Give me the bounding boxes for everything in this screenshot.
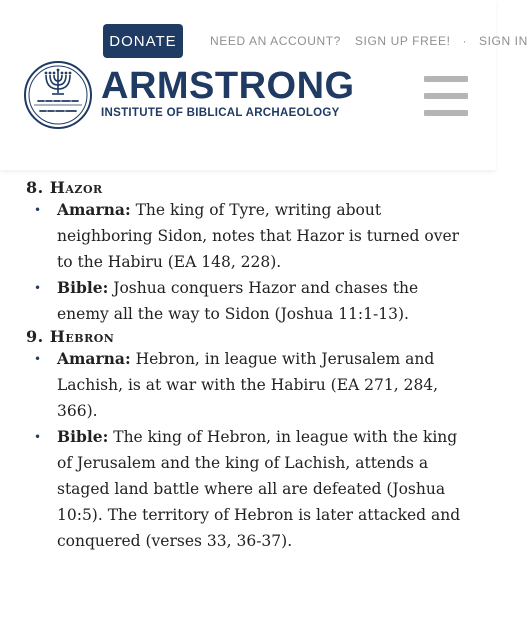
bullet-icon: • [34, 352, 42, 366]
item-label: Amarna: [57, 200, 131, 219]
section-list-hazor [26, 197, 472, 327]
list-item [26, 346, 472, 424]
separator-dot: · [462, 34, 468, 48]
menu-bar [424, 76, 468, 82]
need-account-text: NEED AN ACCOUNT? [210, 34, 341, 48]
item-label: Bible: [57, 427, 109, 446]
item-label: Amarna: [57, 349, 131, 368]
menu-bar [424, 110, 468, 116]
menu-bar [424, 93, 468, 99]
section-list-hebron [26, 346, 472, 554]
item-text: The king of Hebron, in league with the king of Jerusalem and the king of Lachish, attends a staged land battle where all are defeated (Joshua 10:5). The territory of Hebron is later attacked and conquered (verses 33, 36-37). [57, 428, 461, 550]
item-text: The king of Tyre, writing about neighboring Sidon, notes that Hazor is turned over to the Habiru (EA 148, 228). [57, 201, 460, 271]
menorah-seal-logo-icon[interactable] [24, 61, 92, 129]
donate-button[interactable]: DONATE [103, 24, 183, 58]
section-heading-hazor: 8. Hazor [26, 178, 103, 197]
item-text: Joshua conquers Hazor and chases the enemy all the way to Sidon (Joshua 11:1-13). [57, 279, 419, 323]
brand-name: ARMSTRONG [101, 65, 355, 107]
article-content [0, 170, 496, 554]
sign-in-link[interactable]: SIGN IN [479, 34, 528, 48]
account-links [210, 34, 528, 48]
list-item [26, 197, 472, 275]
brand-subtitle: INSTITUTE OF BIBLICAL ARCHAEOLOGY [101, 107, 340, 119]
hamburger-menu-icon[interactable] [424, 76, 468, 116]
bullet-icon: • [34, 430, 42, 444]
brand-wordmark[interactable] [101, 66, 355, 120]
list-item [26, 275, 472, 327]
sign-up-link[interactable]: SIGN UP FREE! [354, 34, 451, 48]
section-heading-hebron: 9. Hebron [26, 327, 115, 346]
bullet-icon: • [34, 281, 42, 295]
item-label: Bible: [57, 278, 109, 297]
item-text: Hebron, in league with Jerusalem and Lachish, is at war with the Habiru (EA 271, 284, 366). [57, 350, 439, 420]
site-header [0, 0, 528, 170]
bullet-icon: • [34, 203, 42, 217]
list-item [26, 424, 472, 554]
